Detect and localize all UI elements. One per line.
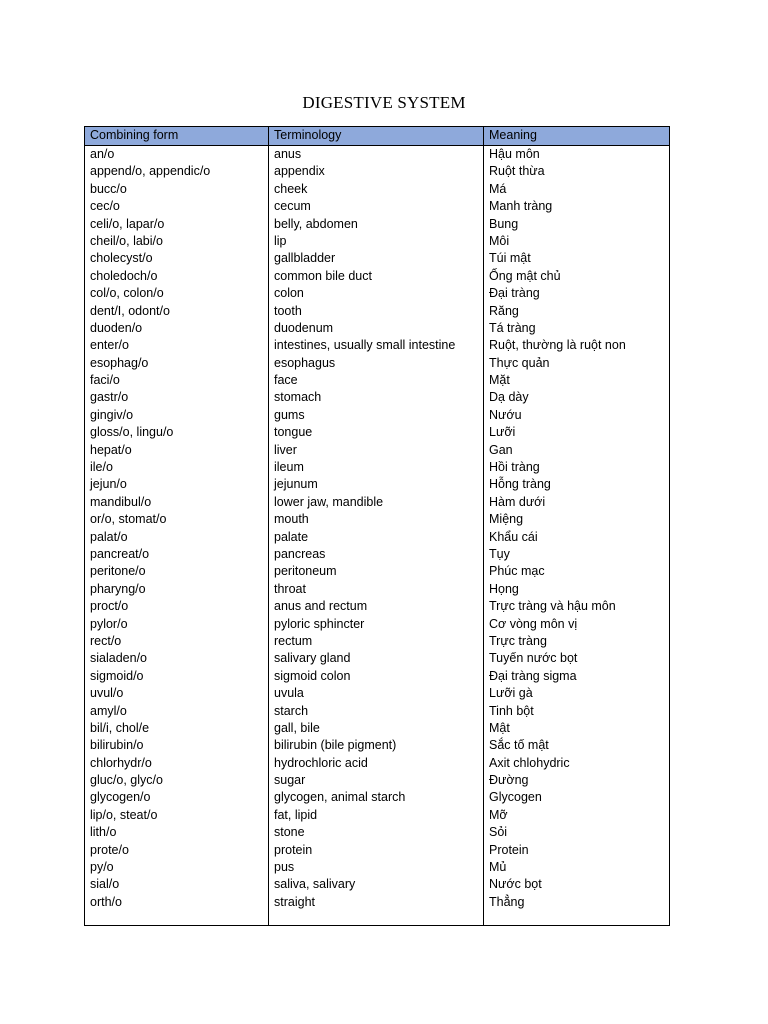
terminology-cell: straight — [274, 894, 315, 909]
meaning-cell: Ruột thừa — [489, 164, 545, 179]
meaning-cell: Thẳng — [489, 894, 525, 909]
meaning-cell: Ống mật chủ — [489, 268, 561, 283]
terminology-cell: jejunum — [274, 477, 318, 492]
terminology-cell: uvula — [274, 686, 304, 701]
terminology-cell: cheek — [274, 181, 308, 196]
terminology-cell: stomach — [274, 390, 322, 405]
terminology-cell: fat, lipid — [274, 807, 318, 822]
meaning-cell: Răng — [489, 303, 519, 318]
terminology-cell: glycogen, animal starch — [274, 790, 406, 805]
terminology-cell: lower jaw, mandible — [274, 494, 384, 509]
combining-form-cell: py/o — [90, 860, 114, 875]
combining-form-cell: bucc/o — [90, 181, 127, 196]
combining-form-cell: cheil/o, labi/o — [90, 233, 163, 248]
meaning-cell: Tụy — [489, 546, 510, 561]
meaning-cell: Trực tràng và hậu môn — [489, 599, 616, 614]
combining-form-cell: gingiv/o — [90, 407, 134, 422]
combining-form-cell: append/o, appendic/o — [90, 164, 211, 179]
terminology-cell: sigmoid colon — [274, 668, 351, 683]
meaning-cell: Hàm dưới — [489, 494, 546, 509]
header-meaning: Meaning — [489, 128, 537, 142]
meaning-cell: Môi — [489, 233, 510, 248]
meaning-cell: Miệng — [489, 512, 524, 527]
combining-form-cell: rect/o — [90, 633, 122, 648]
meaning-cell: Hỗng tràng — [489, 477, 551, 492]
combining-form-cell: dent/I, odont/o — [90, 303, 170, 318]
combining-form-cell: peritone/o — [90, 564, 146, 579]
column-combining-form — [85, 146, 269, 925]
terminology-cell: ileum — [274, 460, 304, 475]
meaning-cell: Manh tràng — [489, 199, 553, 214]
terminology-cell: cecum — [274, 199, 311, 214]
combining-form-cell: sialaden/o — [90, 651, 147, 666]
combining-form-cell: pharyng/o — [90, 581, 146, 596]
meaning-cell: Lưỡi gà — [489, 686, 533, 701]
meaning-cell: Nướu — [489, 407, 522, 422]
combining-form-cell: gastr/o — [90, 390, 129, 405]
terminology-cell: gall, bile — [274, 720, 320, 735]
meaning-cell: Sỏi — [489, 825, 508, 840]
terminology-cell: gums — [274, 407, 305, 422]
meaning-cell: Thực quản — [489, 355, 550, 370]
terminology-cell: face — [274, 373, 298, 388]
combining-form-cell: proct/o — [90, 599, 129, 614]
meaning-cell: Dạ dày — [489, 390, 529, 405]
terminology-cell: anus and rectum — [274, 599, 368, 614]
combining-form-cell: chlorhydr/o — [90, 755, 152, 770]
meaning-cell: Khẩu cái — [489, 529, 538, 544]
combining-form-cell: esophag/o — [90, 355, 149, 370]
terminology-cell: starch — [274, 703, 309, 718]
meaning-cell: Lưỡi — [489, 425, 516, 440]
terminology-cell: saliva, salivary — [274, 877, 356, 892]
terminology-cell: palate — [274, 529, 309, 544]
combining-form-cell: an/o — [90, 147, 115, 161]
combining-form-cell: amyl/o — [90, 703, 127, 718]
terminology-cell: stone — [274, 825, 305, 840]
combining-form-cell: pylor/o — [90, 616, 128, 631]
meaning-cell: Tuyến nước bọt — [489, 651, 578, 666]
combining-form-cell: pancreat/o — [90, 546, 150, 561]
combining-form-cell: cec/o — [90, 199, 120, 214]
combining-form-cell: lith/o — [90, 825, 117, 840]
meaning-cell: Mật — [489, 720, 510, 735]
document-title: DIGESTIVE SYSTEM — [302, 93, 466, 112]
terminology-cell: anus — [274, 147, 302, 161]
combining-form-cell: glycogen/o — [90, 790, 151, 805]
meaning-cell: Ruột, thường là ruột non — [489, 338, 626, 353]
combining-form-cell: col/o, colon/o — [90, 286, 164, 301]
meaning-cell: Mặt — [489, 373, 510, 388]
meaning-cell: Tá tràng — [489, 320, 536, 335]
combining-form-cell: sigmoid/o — [90, 668, 144, 683]
meaning-cell: Đường — [489, 773, 529, 788]
combining-form-cell: mandibul/o — [90, 494, 152, 509]
combining-form-cell: bil/i, chol/e — [90, 720, 150, 735]
meaning-cell: Phúc mạc — [489, 564, 545, 579]
meaning-cell: Túi mật — [489, 251, 531, 266]
terminology-cell: esophagus — [274, 355, 336, 370]
meaning-cell: Họng — [489, 581, 519, 596]
terminology-cell: colon — [274, 286, 304, 301]
combining-form-cell: enter/o — [90, 338, 129, 353]
meaning-cell: Sắc tố mật — [489, 738, 549, 753]
terminology-cell: tongue — [274, 425, 313, 440]
terminology-cell: pyloric sphincter — [274, 616, 365, 631]
header-combining-form: Combining form — [85, 127, 269, 145]
meaning-cell: Protein — [489, 842, 529, 857]
terminology-cell: intestines, usually small intestine — [274, 338, 456, 353]
combining-form-cell: choledoch/o — [90, 268, 158, 283]
combining-form-cell: faci/o — [90, 373, 120, 388]
terminology-cell: appendix — [274, 164, 325, 179]
meaning-cell: Trực tràng — [489, 633, 547, 648]
terminology-cell: common bile duct — [274, 268, 372, 283]
column-meaning — [484, 146, 669, 925]
combining-form-cell: duoden/o — [90, 320, 143, 335]
terminology-cell: mouth — [274, 512, 309, 527]
meaning-cell: Đại tràng sigma — [489, 668, 577, 683]
combining-form-cell: lip/o, steat/o — [90, 807, 158, 822]
combining-form-cell: orth/o — [90, 894, 122, 909]
terminology-cell: duodenum — [274, 320, 334, 335]
terminology-cell: lip — [274, 233, 287, 248]
combining-form-cell: uvul/o — [90, 686, 124, 701]
combining-form-cell: bilirubin/o — [90, 738, 144, 753]
combining-form-cell: celi/o, lapar/o — [90, 216, 165, 231]
meaning-cell: Glycogen — [489, 790, 542, 805]
terminology-cell: pancreas — [274, 546, 326, 561]
terminology-cell: salivary gland — [274, 651, 351, 666]
combining-form-cell: or/o, stomat/o — [90, 512, 167, 527]
combining-form-cell: ile/o — [90, 460, 113, 475]
meaning-cell: Hậu môn — [489, 147, 540, 161]
table-header-row — [85, 127, 669, 146]
combining-form-cell: prote/o — [90, 842, 129, 857]
header-terminology: Terminology — [269, 127, 484, 145]
meaning-cell: Hồi tràng — [489, 460, 540, 475]
meaning-cell: Cơ vòng môn vị — [489, 616, 578, 631]
meaning-cell: Axit chlohydric — [489, 755, 570, 770]
terminology-cell: liver — [274, 442, 297, 457]
column-terminology — [269, 146, 484, 925]
meaning-cell: Nước bọt — [489, 877, 542, 892]
terminology-cell: sugar — [274, 773, 306, 788]
meaning-cell: Mỡ — [489, 807, 508, 822]
meaning-cell: Mủ — [489, 860, 507, 875]
meaning-cell: Đại tràng — [489, 286, 540, 301]
combining-form-cell: jejun/o — [90, 477, 127, 492]
terminology-table — [84, 126, 670, 926]
terminology-cell: rectum — [274, 633, 313, 648]
combining-form-cell: gloss/o, lingu/o — [90, 425, 174, 440]
combining-form-cell: sial/o — [90, 877, 120, 892]
terminology-cell: bilirubin (bile pigment) — [274, 738, 397, 753]
terminology-cell: pus — [274, 860, 295, 875]
meaning-cell: Bung — [489, 216, 519, 231]
table-body — [85, 146, 669, 925]
combining-form-cell: cholecyst/o — [90, 251, 153, 266]
terminology-cell: hydrochloric acid — [274, 755, 368, 770]
terminology-cell: tooth — [274, 303, 302, 318]
terminology-cell: throat — [274, 581, 306, 596]
combining-form-cell: gluc/o, glyc/o — [90, 773, 163, 788]
terminology-cell: peritoneum — [274, 564, 337, 579]
combining-form-cell: palat/o — [90, 529, 128, 544]
meaning-cell: Tinh bột — [489, 703, 534, 718]
terminology-cell: belly, abdomen — [274, 216, 358, 231]
meaning-cell: Má — [489, 181, 507, 196]
meaning-cell: Gan — [489, 442, 513, 457]
terminology-cell: protein — [274, 842, 313, 857]
combining-form-cell: hepat/o — [90, 442, 132, 457]
terminology-cell: gallbladder — [274, 251, 336, 266]
